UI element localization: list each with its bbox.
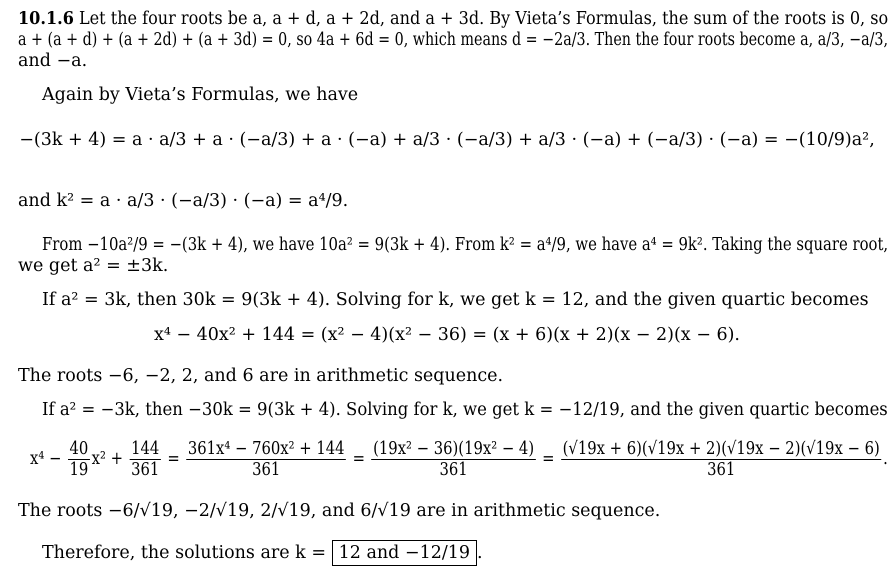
case-2-roots: The roots −6/√19, −2/√19, 2/√19, and 6/√19 are in arithmetic sequence. — [18, 501, 661, 521]
fraction-linear-factors: $\frac{(√19x + 6)(√19x + 2)(√19x - 2)(√19x - 6)}{361}$ — [562, 439, 880, 481]
conclusion: Therefore, the solutions are k = 12 and −12/19 . — [42, 545, 483, 563]
fraction-quadratic-factors: $\frac{\text{(19x² − 36)(19x² − 4)}}{361}$ — [373, 439, 535, 481]
paragraph-3-line-2: we get a² = ±3k. — [18, 256, 169, 276]
fraction-144-361: $\frac{144}{361}$ — [131, 439, 160, 481]
vieta-intro: Again by Vieta’s Formulas, we have — [42, 85, 359, 105]
case-1-factorization: x⁴ − 40x² + 144 = (x² − 4)(x² − 36) = (x + 6)(x + 2)(x − 2)(x − 6). — [153, 325, 740, 345]
equation-sum-of-products: −(3k + 4) = a · a/3 + a · (−a/3) + a · (−a) + a/3 · (−a/3) + a/3 · (−a) + (−a/3) · (−a) = −(10/9)a², — [19, 130, 875, 150]
equation-product-of-roots: and k² = a · a/3 · (−a/3) · (−a) = a⁴/9. — [18, 191, 349, 211]
fraction-40-19: $\frac{40}{19}$ — [69, 439, 89, 481]
case-1-line: If a² = 3k, then 30k = 9(3k + 4). Solving for k, we get k = 12, and the given quartic becomes — [42, 290, 869, 310]
paragraph-1-line-1: 10.1.6 Let the four roots be a, a + d, a + 2d, and a + 3d. By Vieta’s Formulas, the sum of the roots is 0, so — [18, 9, 889, 29]
problem-number: 10.1.6 — [18, 9, 74, 29]
fraction-expanded: $\frac{\text{361x⁴ − 760x² + 144}}{361}$ — [187, 439, 345, 481]
paragraph-1-line-3: and −a. — [18, 51, 88, 71]
case-2-equation: x⁴ − $\frac{40}{19}$ x² + $\frac{144}{361}$ = $\frac{\text{361x⁴ − 760x² + 144}}{361}$ = $\frac{\text{(19x² − 36)(19x² − 4)}}{361}$ = $\frac{(√19x + 6)(√19x + 2)(√19x - 2)(√19x - 6)}{361}$ . — [30, 439, 888, 481]
case-2-line: If a² = −3k, then −30k = 9(3k + 4). Solving for k, we get k = −12/19, and the given quartic becomes — [42, 400, 888, 420]
case-1-roots: The roots −6, −2, 2, and 6 are in arithmetic sequence. — [18, 366, 504, 386]
paragraph-3-line-1: From −10a²/9 = −(3k + 4), we have 10a² = 9(3k + 4). From k² = a⁴/9, we have a⁴ = 9k². Taking the square root, — [42, 235, 889, 255]
paragraph-1-line-2: a + (a + d) + (a + 2d) + (a + 3d) = 0, so 4a + 6d = 0, which means d = −2a/3. Then the four roots become a, a/3, −a/3, — [18, 30, 889, 50]
answer-box: 12 and −12/19 — [332, 540, 477, 566]
